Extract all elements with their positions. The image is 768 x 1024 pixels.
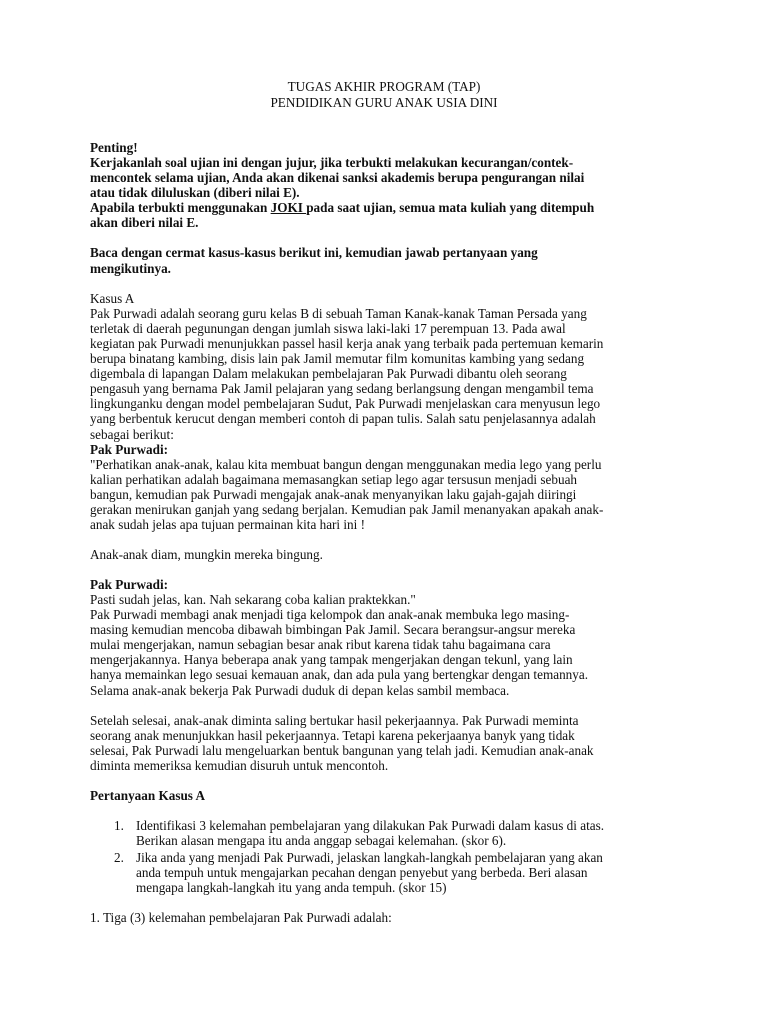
case-paragraph-line: Pak Purwadi membagi anak menjadi tiga kelompok dan anak-anak membuka lego masing- bbox=[90, 607, 570, 622]
questions-heading: Pertanyaan Kasus A bbox=[90, 788, 206, 803]
question-line: Berikan alasan mengapa itu anda anggap sebagai kelemahan. (skor 6). bbox=[136, 833, 507, 848]
case-paragraph-line: pengasuh yang bernama Pak Jamil pelajaran yang sedang berlangsung dengan mengambil tema bbox=[90, 381, 594, 396]
question-line: mengapa langkah-langkah itu yang anda tempuh. (skor 15) bbox=[136, 880, 447, 895]
question-line: anda tempuh untuk mengajarkan pecahan dengan penyebut yang berbeda. Beri alasan bbox=[136, 865, 588, 880]
case-paragraph-line: kegiatan pak Purwadi menunjukkan passel hasil kerja anak yang terbaik pada pertemuan kemarin bbox=[90, 336, 604, 351]
notice-line: akan diberi nilai E. bbox=[90, 215, 199, 230]
speaker-label: Pak Purwadi: bbox=[90, 577, 169, 592]
instruction-line: mengikutinya. bbox=[90, 261, 171, 276]
case-paragraph-line: hanya memainkan lego sesuai kemauan anak, dan ada pula yang bertengkar dengan temannya. bbox=[90, 667, 588, 682]
case-paragraph-line: selesai, Pak Purwadi lalu mengeluarkan bentuk bangunan yang telah jadi. Kemudian anak-anak bbox=[90, 743, 594, 758]
case-paragraph-line: mulai mengerjakan, namun sebagian besar anak ribut karena tidak tahu bagaimana cara bbox=[90, 637, 551, 652]
instruction-line: Baca dengan cermat kasus-kasus berikut ini, kemudian jawab pertanyaan yang bbox=[90, 245, 538, 260]
case-paragraph-line: berupa binatang kambing, disis lain pak Jamil memutar film komunitas kambing yang sedang bbox=[90, 351, 585, 366]
case-paragraph-line: masing kemudian mencoba dibawah bimbingan Pak Jamil. Secara berangsur-angsur mereka bbox=[90, 622, 576, 637]
notice-joki-line bbox=[90, 200, 594, 215]
silence-line: Anak-anak diam, mungkin mereka bingung. bbox=[90, 547, 323, 562]
title-line-1: TUGAS AKHIR PROGRAM (TAP) bbox=[287, 79, 481, 94]
joki-word: JOKI bbox=[270, 200, 307, 215]
case-paragraph-line: diminta memeriksa kemudian disuruh untuk mencontoh. bbox=[90, 758, 389, 773]
case-paragraph-line: terletak di daerah pegunungan dengan jumlah siswa laki-laki 17 perempuan 13. Pada awal bbox=[90, 321, 566, 336]
case-paragraph-line: Selama anak-anak bekerja Pak Purwadi duduk di depan kelas sambil membaca. bbox=[90, 683, 510, 698]
quote-line: gerakan menirukan ganjah yang sedang berjalan. Kemudian pak Jamil menanyakan apakah anak- bbox=[90, 502, 604, 517]
quote-line: "Perhatikan anak-anak, kalau kita membuat bangun dengan menggunakan media lego yang perlu bbox=[90, 457, 602, 472]
question-number: 2. bbox=[114, 850, 124, 865]
question-line: Identifikasi 3 kelemahan pembelajaran yang dilakukan Pak Purwadi dalam kasus di atas. bbox=[136, 818, 605, 833]
quote-line: bangun, kemudian pak Purwadi mengajak anak-anak menyanyikan laku gajah-gajah diiringi bbox=[90, 487, 577, 502]
title-line-2: PENDIDIKAN GURU ANAK USIA DINI bbox=[270, 95, 498, 110]
joki-before: Apabila terbukti menggunakan bbox=[90, 200, 271, 215]
case-paragraph-line: sebagai berikut: bbox=[90, 427, 174, 442]
notice-line: atau tidak diluluskan (diberi nilai E). bbox=[90, 185, 300, 200]
quote-line: anak sudah jelas apa tujuan permainan kita hari ini ! bbox=[90, 517, 366, 532]
quote-line: kalian perhatikan adalah bagaimana memasangkan setiap lego agar tersusun menjadi sebuah bbox=[90, 472, 578, 487]
joki-after: pada saat ujian, semua mata kuliah yang ditempuh bbox=[306, 200, 595, 215]
question-line: Jika anda yang menjadi Pak Purwadi, jelaskan langkah-langkah pembelajaran yang akan bbox=[136, 850, 603, 865]
notice-heading: Penting! bbox=[90, 140, 138, 155]
case-paragraph-line: Setelah selesai, anak-anak diminta saling bertukar hasil pekerjaannya. Pak Purwadi meminta bbox=[90, 713, 579, 728]
case-paragraph-line: Pasti sudah jelas, kan. Nah sekarang coba kalian praktekkan." bbox=[90, 592, 416, 607]
case-paragraph-line: mengerjakannya. Hanya beberapa anak yang tampak mengerjakan dengan tekunl, yang lain bbox=[90, 652, 573, 667]
case-paragraph-line: yang berbentuk kerucut dengan memberi contoh di papan tulis. Salah satu penjelasannya adalah bbox=[90, 411, 596, 426]
case-paragraph-line: Pak Purwadi adalah seorang guru kelas B di sebuah Taman Kanak-kanak Taman Persada yang bbox=[90, 306, 587, 321]
speaker-label: Pak Purwadi: bbox=[90, 442, 169, 457]
answer-start: 1. Tiga (3) kelemahan pembelajaran Pak Purwadi adalah: bbox=[90, 910, 392, 925]
notice-line: mencontek selama ujian, Anda akan dikenai sanksi akademis berupa pengurangan nilai bbox=[90, 170, 585, 185]
notice-line: Kerjakanlah soal ujian ini dengan jujur, jika terbukti melakukan kecurangan/contek- bbox=[90, 155, 574, 170]
case-paragraph-line: digembala di lapangan Dalam melakukan pembelajaran Pak Purwadi dibantu oleh seorang bbox=[90, 366, 567, 381]
case-paragraph-line: lingkunganku dengan model pembelajaran Sudut, Pak Purwadi menjelaskan cara menyusun lego bbox=[90, 396, 601, 411]
case-heading: Kasus A bbox=[90, 291, 135, 306]
question-number: 1. bbox=[114, 818, 124, 833]
case-paragraph-line: seorang anak menunjukkan hasil pekerjaannya. Tetapi karena pekerjaanya banyk yang tidak bbox=[90, 728, 575, 743]
